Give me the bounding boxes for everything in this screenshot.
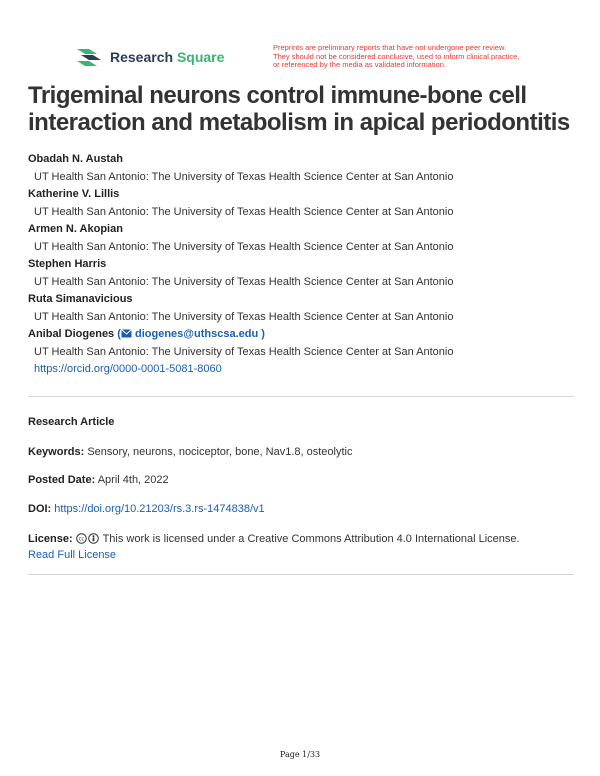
doi (28, 501, 588, 517)
author-affiliation: UT Health San Antonio: The University of Texas Health Science Center at San Antonio (34, 206, 454, 218)
author-name: Stephen Harris (28, 258, 107, 270)
article-type-text: Research Article (28, 416, 115, 428)
license-text: This work is licensed under a Creative Commons Attribution 4.0 International License. (102, 533, 520, 545)
license (28, 531, 588, 563)
notice-line: They should not be considered conclusive, used to inform clinical practice, (273, 51, 520, 61)
author-name: Armen N. Akopian (28, 223, 123, 235)
author-affiliation: UT Health San Antonio: The University of Texas Health Science Center at San Antonio (34, 346, 454, 358)
keywords (28, 444, 588, 460)
author-affiliation: UT Health San Antonio: The University of Texas Health Science Center at San Antonio (34, 311, 454, 323)
author-entry (28, 221, 588, 256)
corresponding-email[interactable]: ( diogenes@uthscsa.edu ) (117, 328, 265, 340)
page-number: Page 1/33 (279, 750, 321, 759)
logo-text-main: Research (110, 49, 174, 65)
notice-line: or referenced by the media as validated information. (273, 60, 447, 69)
logo-wordmark (110, 49, 224, 65)
author-name-text: Anibal Diogenes (28, 328, 115, 340)
preprint-notice (273, 44, 553, 70)
article-type (28, 414, 588, 430)
keywords-label: Keywords: (28, 446, 85, 458)
preprint-header (0, 0, 600, 80)
envelope-icon (121, 329, 132, 338)
author-name: Obadah N. Austah (28, 153, 123, 165)
posted-label: Posted Date: (28, 474, 96, 486)
author-affiliation: UT Health San Antonio: The University of Texas Health Science Center at San Antonio (34, 276, 454, 288)
doi-label: DOI: (28, 503, 52, 515)
read-full-license-link[interactable]: Read Full License (28, 549, 117, 561)
paper-title: Trigeminal neurons control immune-bone cell interaction and metabolism in apical periodontitis (28, 82, 570, 136)
logo-text-accent: Square (176, 49, 225, 65)
author-entry (28, 186, 588, 221)
cc-by-icon (88, 533, 99, 544)
notice-line: Preprints are preliminary reports that have not undergone peer review. (273, 43, 507, 52)
research-square-logo[interactable] (75, 46, 224, 68)
posted-date (28, 472, 588, 488)
author-entry (28, 151, 588, 186)
author-name: Ruta Simanavicious (28, 293, 133, 305)
svg-text:cc: cc (78, 536, 84, 543)
cc-icon (76, 533, 87, 544)
divider (28, 574, 574, 575)
research-square-logo-icon (75, 46, 103, 68)
author-affiliation: UT Health San Antonio: The University of Texas Health Science Center at San Antonio (34, 241, 454, 253)
email-text[interactable]: diogenes@uthscsa.edu (134, 328, 259, 340)
author-list (28, 151, 588, 377)
divider (28, 396, 574, 397)
author-affiliation: UT Health San Antonio: The University of Texas Health Science Center at San Antonio (34, 171, 454, 183)
doi-link[interactable]: https://doi.org/10.21203/rs.3.rs-1474838/v1 (54, 503, 265, 515)
author-name: Katherine V. Lillis (28, 188, 120, 200)
author-entry (28, 291, 588, 326)
author-name (28, 326, 588, 343)
author-entry (28, 256, 588, 291)
orcid-link[interactable]: https://orcid.org/0000-0001-5081-8060 (34, 363, 222, 375)
license-label: License: (28, 533, 73, 545)
keywords-text: Sensory, neurons, nociceptor, bone, Nav1.8, osteolytic (87, 446, 353, 458)
posted-date-text: April 4th, 2022 (97, 474, 169, 486)
author-entry (28, 326, 588, 377)
